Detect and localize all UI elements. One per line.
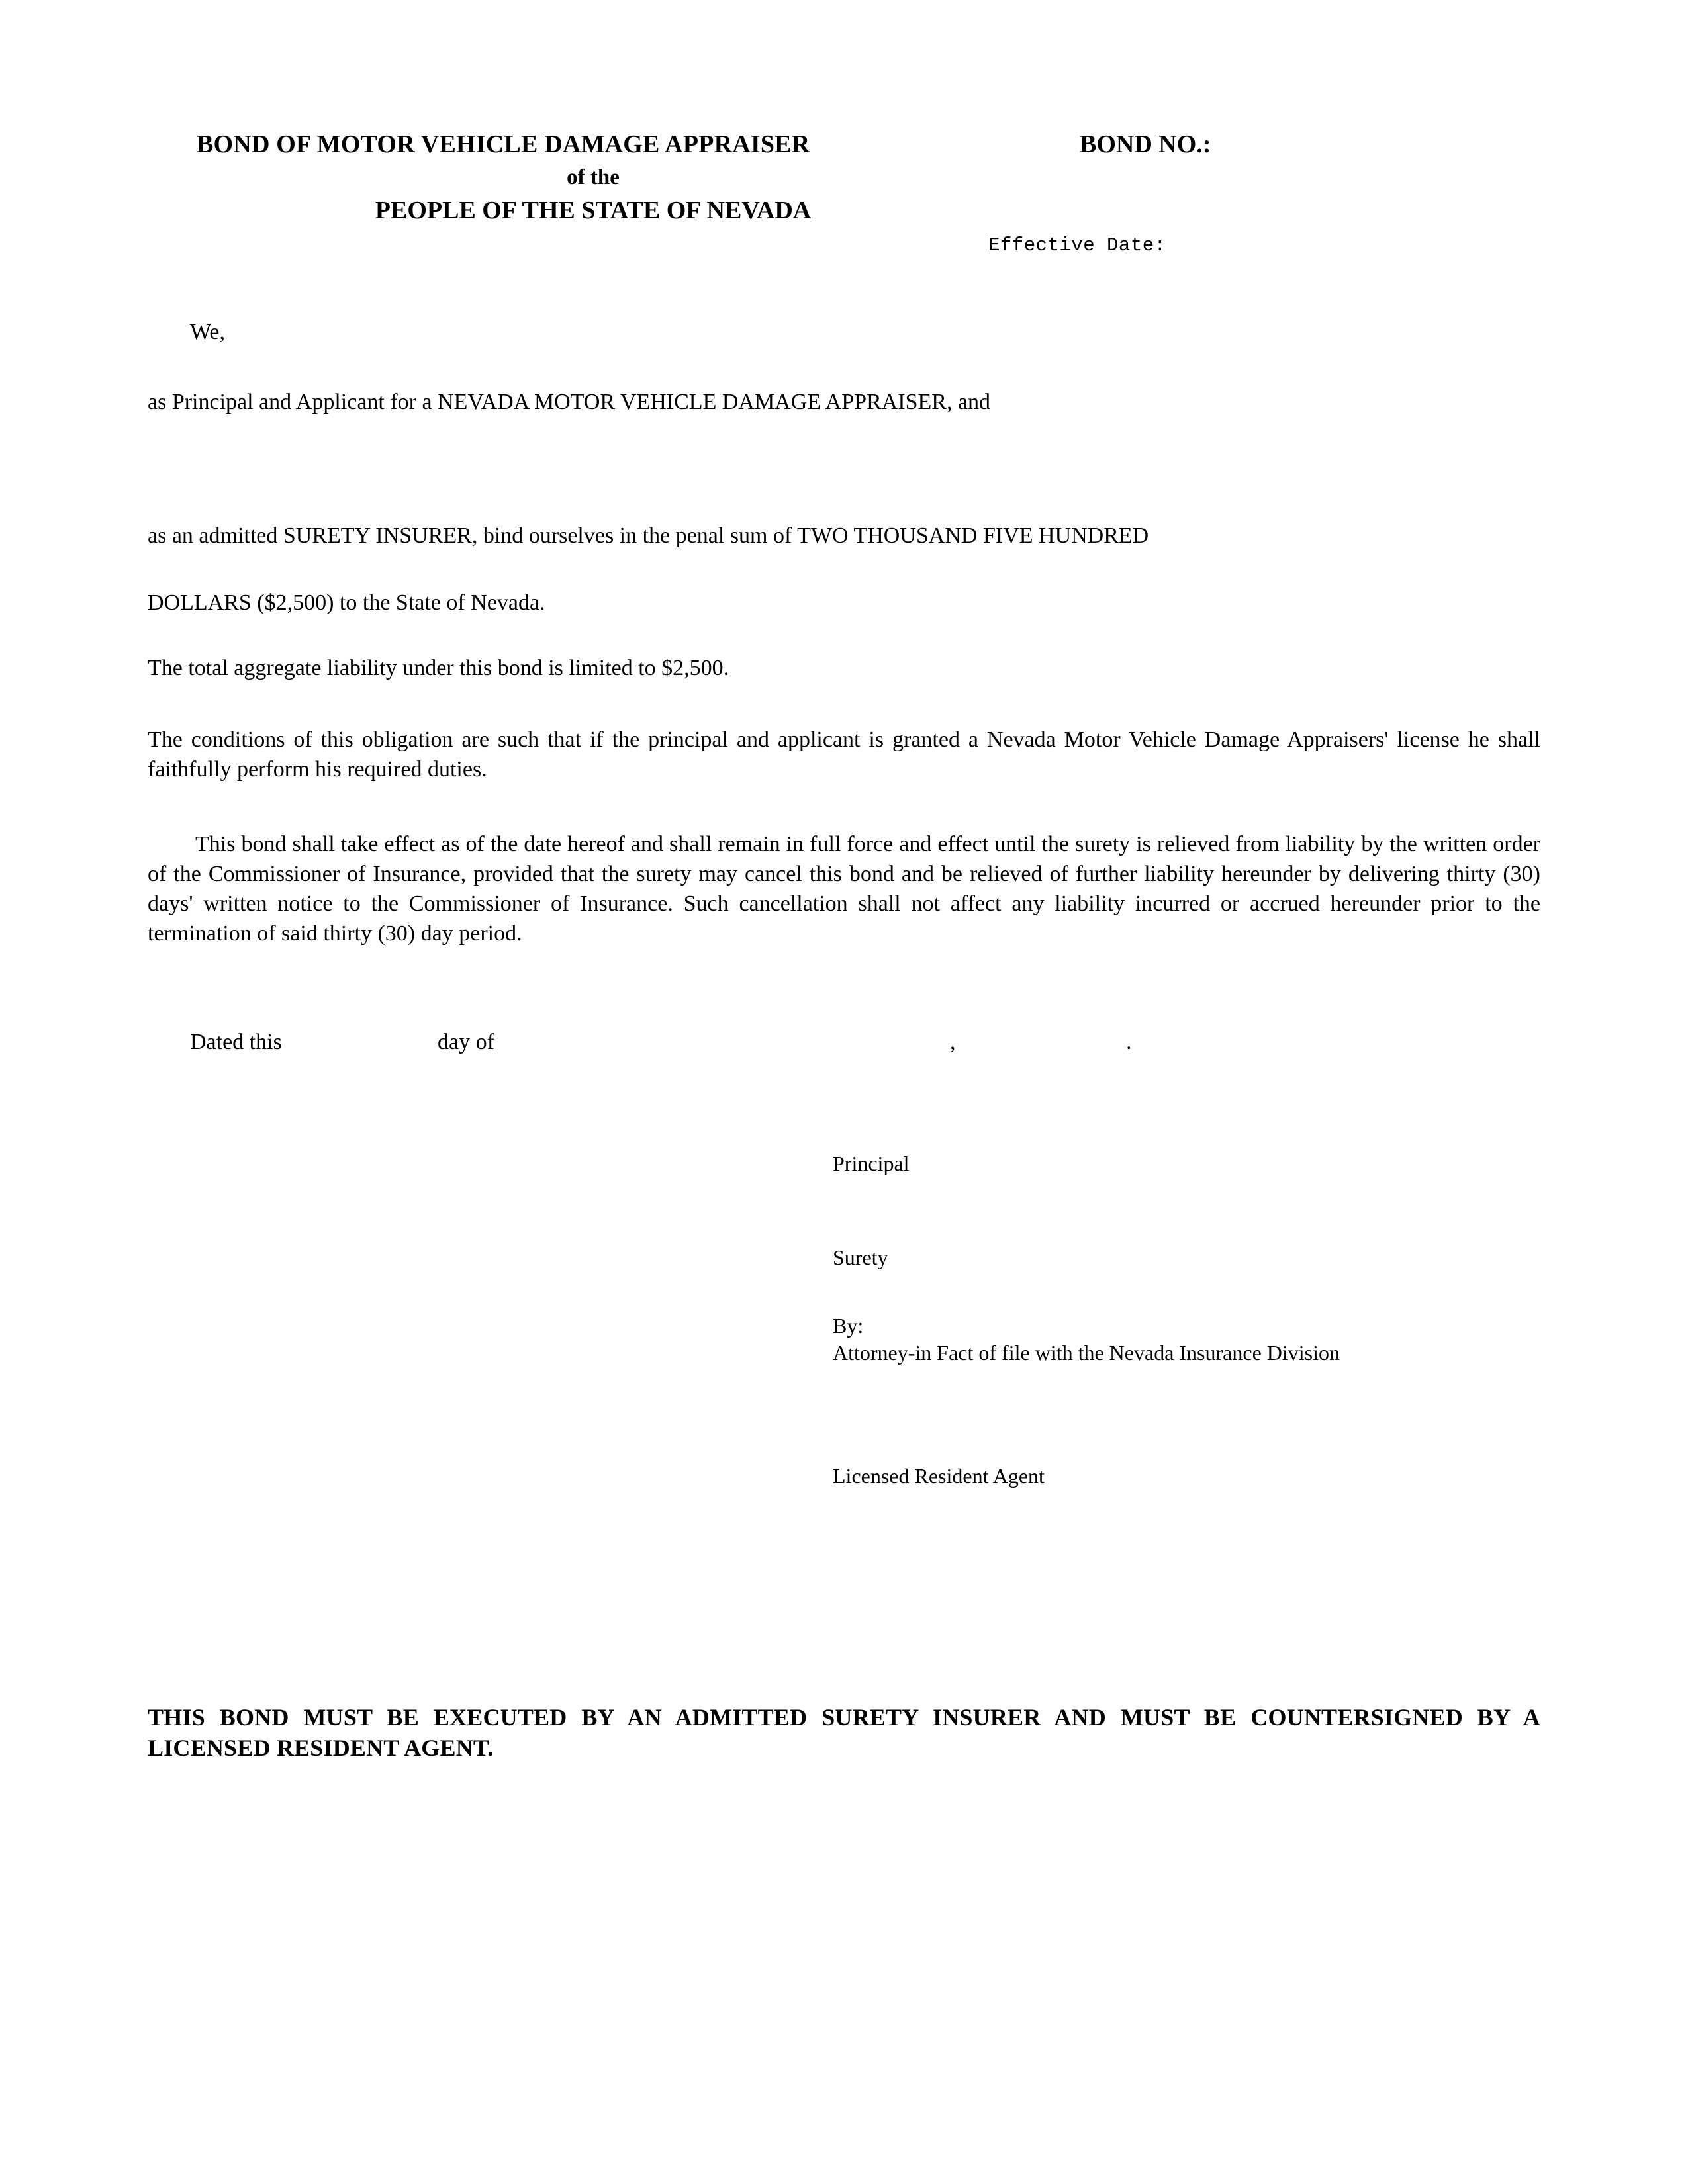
title-people-of-nevada: PEOPLE OF THE STATE OF NEVADA <box>375 197 812 224</box>
day-of-label: day of <box>438 1030 494 1054</box>
licensed-resident-agent-label: Licensed Resident Agent <box>833 1464 1045 1488</box>
by-label: By: <box>833 1314 864 1338</box>
execution-notice: THIS BOND MUST BE EXECUTED BY AN ADMITTED SURETY INSURER AND MUST BE COUNTERSIGNED BY A LICENSED RESIDENT AGENT. <box>148 1704 1540 1761</box>
document-header <box>148 130 1538 256</box>
bond-number-label: BOND NO.: <box>1080 130 1211 158</box>
title-row <box>148 130 1538 164</box>
attorney-in-fact-label: Attorney-in Fact of file with the Nevada Insurance Division <box>833 1341 1340 1365</box>
page-title: BOND OF MOTOR VEHICLE DAMAGE APPRAISER <box>197 130 810 158</box>
dated-comma: , <box>950 1030 956 1054</box>
dollars-line: DOLLARS ($2,500) to the State of Nevada. <box>148 590 545 615</box>
dated-period: . <box>1126 1030 1132 1054</box>
effective-date-label: Effective Date: <box>988 234 1166 256</box>
dated-this-label: Dated this <box>190 1030 282 1054</box>
conditions-paragraph: The conditions of this obligation are such that if the principal and applicant is granted a Nevada Motor Vehicle Damage Appraisers' license he shall faithfully perform his required duties. <box>148 727 1540 782</box>
we-line: We, <box>190 320 225 344</box>
dated-line <box>148 1030 1540 1059</box>
title-of-the: of the <box>567 165 620 189</box>
principal-signature-label: Principal <box>833 1152 910 1175</box>
surety-signature-label: Surety <box>833 1246 888 1269</box>
principal-applicant-line: as Principal and Applicant for a NEVADA MOTOR VEHICLE DAMAGE APPRAISER, and <box>148 390 991 414</box>
aggregate-liability-line: The total aggregate liability under this bond is limited to $2,500. <box>148 656 729 680</box>
surety-insurer-line: as an admitted SURETY INSURER, bind ourselves in the penal sum of TWO THOUSAND FIVE HUNDRED <box>148 523 1149 548</box>
effect-paragraph: This bond shall take effect as of the date hereof and shall remain in full force and effect until the surety is relieved from liability by the written order of the Commissioner of Insurance, provided that the surety may cancel this bond and be relieved of further liability hereunder by delivering thirty (30) days' written notice to the Commissioner of Insurance. Such cancellation shall not affect any liability incurred or accrued hereunder prior to the termination of said thirty (30) day period. <box>148 832 1540 946</box>
